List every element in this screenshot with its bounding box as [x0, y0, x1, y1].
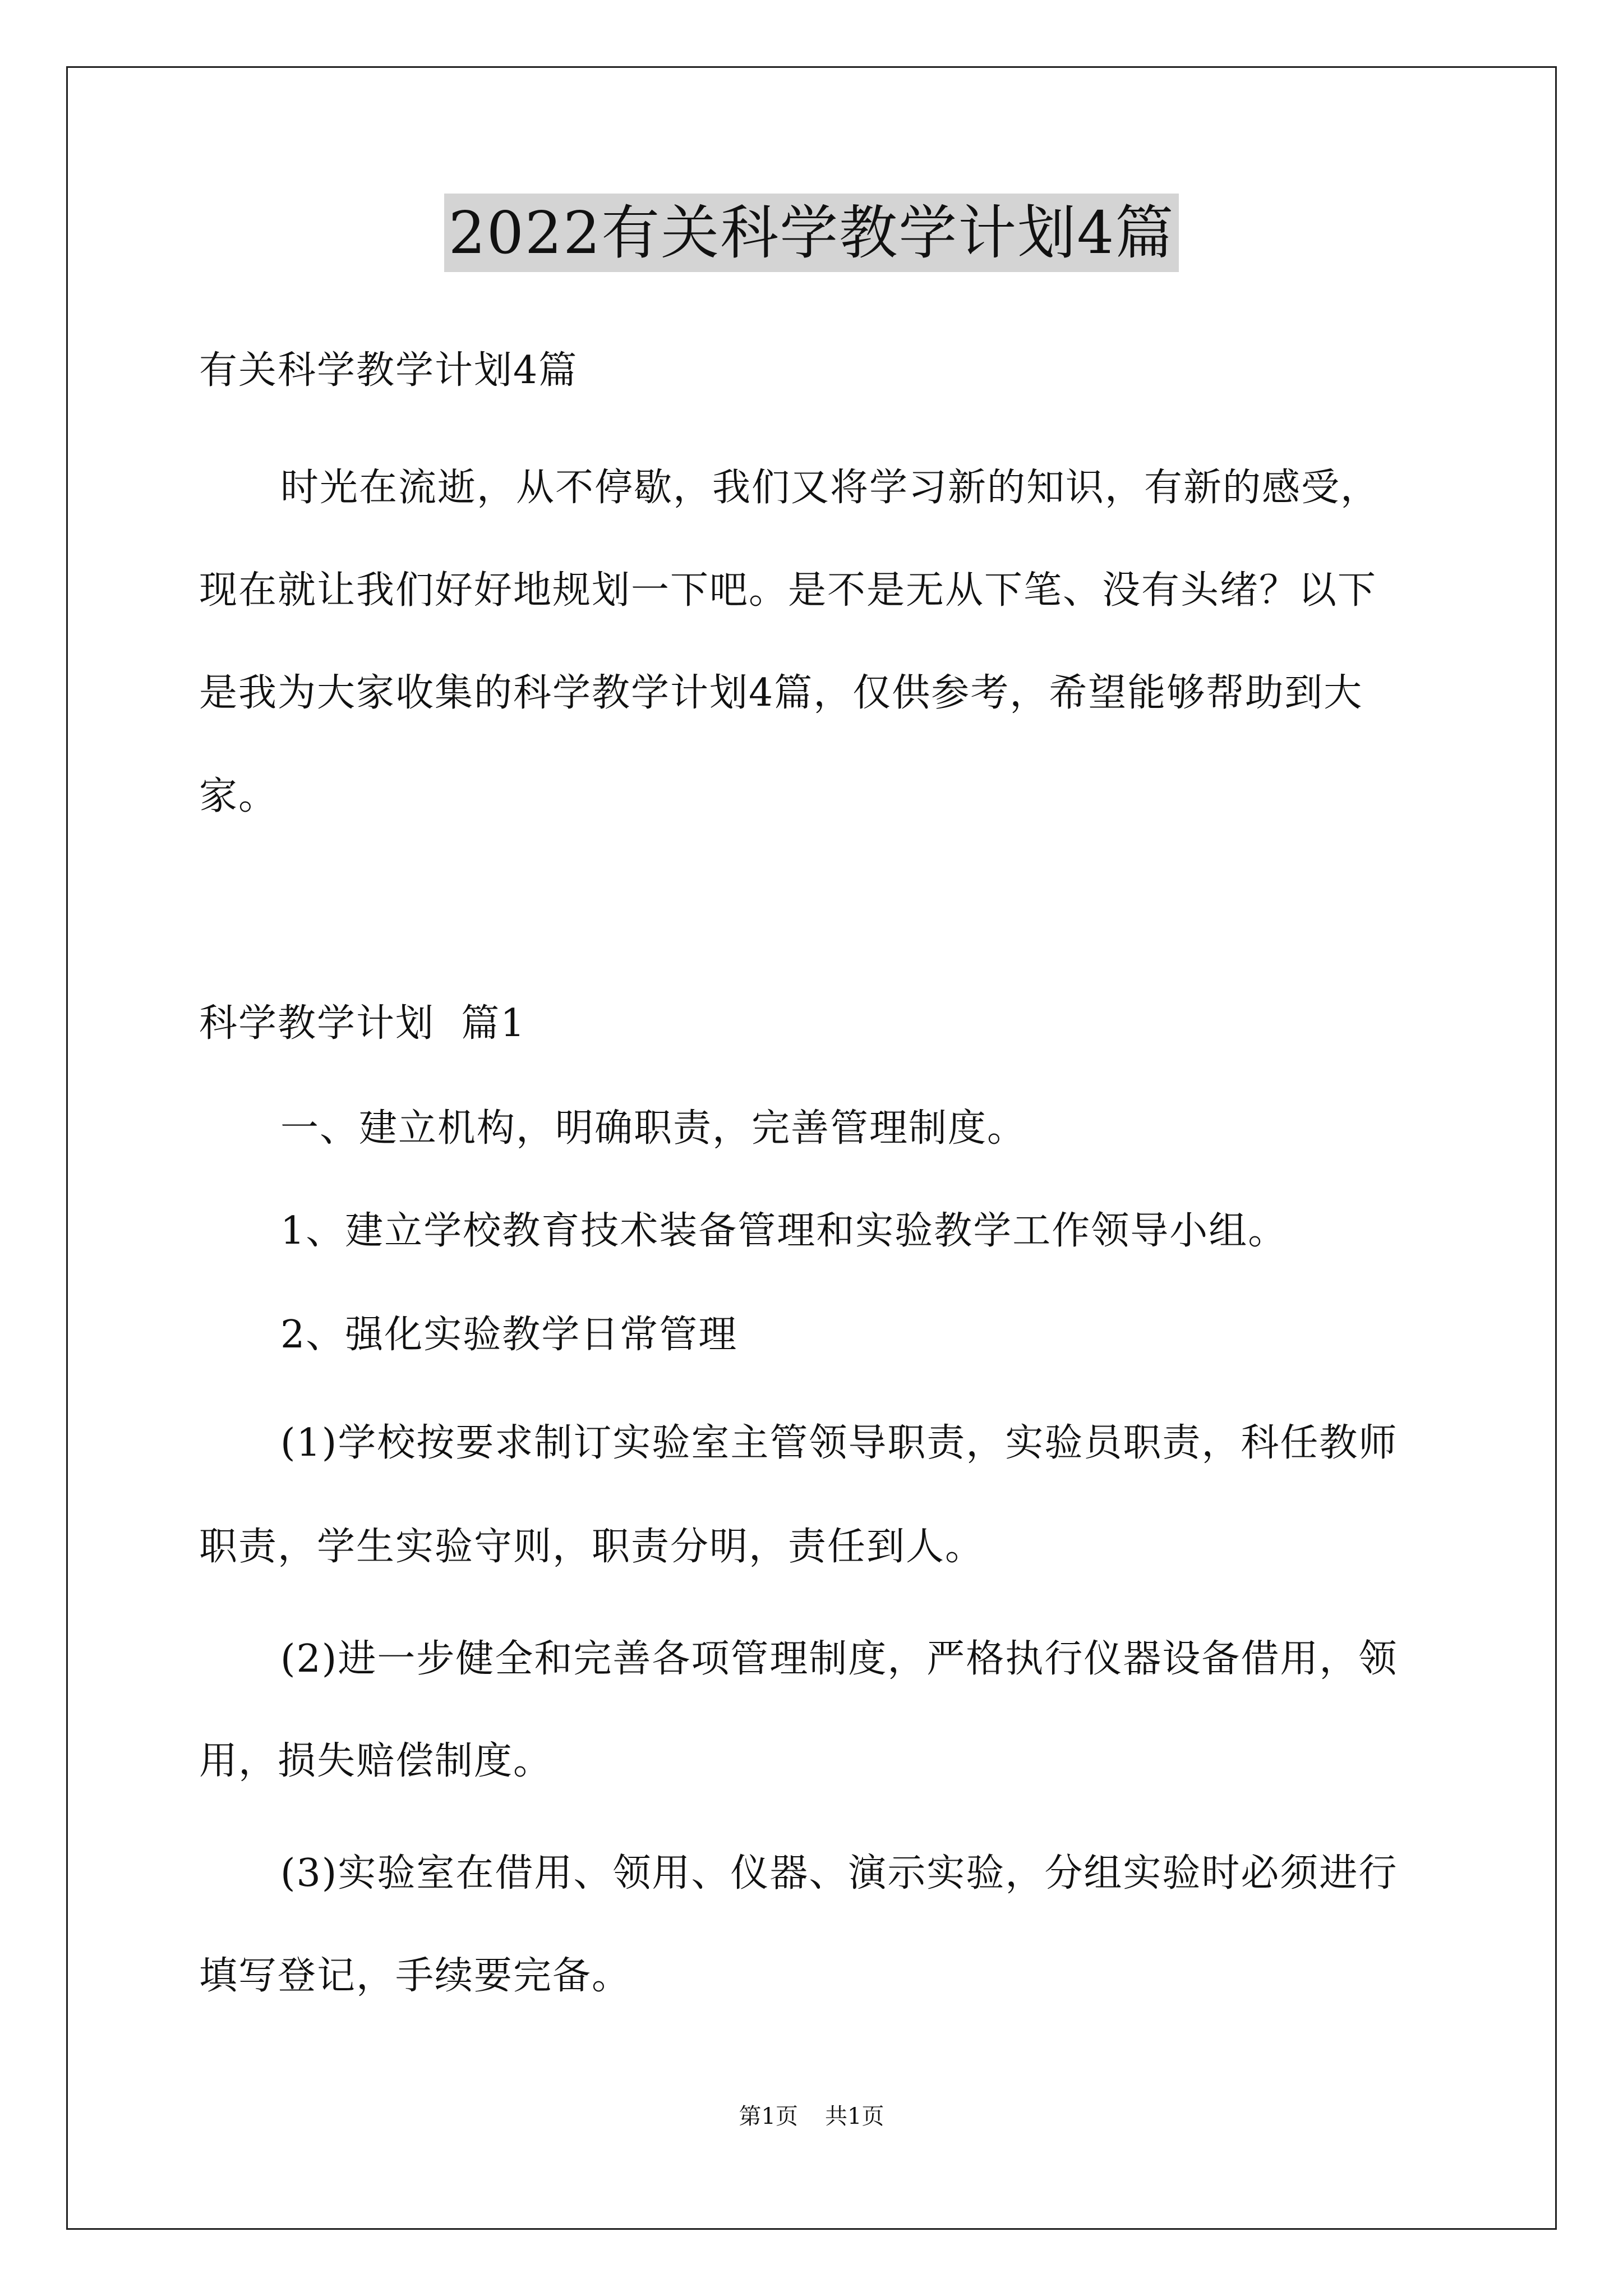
- body-line: 1、建立学校教育技术装备管理和实验教学工作领导小组。: [280, 1209, 1288, 1253]
- body-line: (3)实验室在借用、领用、仪器、演示实验，分组实验时必须进行: [280, 1851, 1398, 1895]
- body-line: 职责，学生实验守则，职责分明，责任到人。: [199, 1525, 985, 1569]
- page-number: 第1页: [739, 2104, 798, 2129]
- page-footer: [0, 2101, 1623, 2132]
- body-line: (1)学校按要求制订实验室主管领导职责，实验员职责，科任教师: [280, 1421, 1398, 1465]
- body-line: 用，损失赔偿制度。: [199, 1739, 553, 1783]
- intro-line: 家。: [199, 774, 278, 818]
- document-subtitle: 有关科学教学计划4篇: [199, 348, 578, 393]
- title-container: [0, 194, 1623, 272]
- intro-line: 现在就让我们好好地规划一下吧。是不是无从下笔、没有头绪？以下: [199, 568, 1377, 613]
- intro-line: 是我为大家收集的科学教学计划4篇，仅供参考，希望能够帮助到大: [199, 671, 1363, 715]
- section-heading: 科学教学计划 篇1: [199, 1001, 526, 1046]
- body-line: 一、建立机构，明确职责，完善管理制度。: [280, 1106, 1027, 1151]
- body-line: (2)进一步健全和完善各项管理制度，严格执行仪器设备借用，领: [280, 1637, 1398, 1681]
- page-total: 共1页: [825, 2104, 884, 2129]
- body-line: 2、强化实验教学日常管理: [280, 1313, 738, 1357]
- intro-line: 时光在流逝，从不停歇，我们又将学习新的知识，有新的感受，: [280, 466, 1380, 510]
- document-title: 2022有关科学教学计划4篇: [444, 194, 1179, 272]
- body-line: 填写登记，手续要完备。: [199, 1954, 631, 1998]
